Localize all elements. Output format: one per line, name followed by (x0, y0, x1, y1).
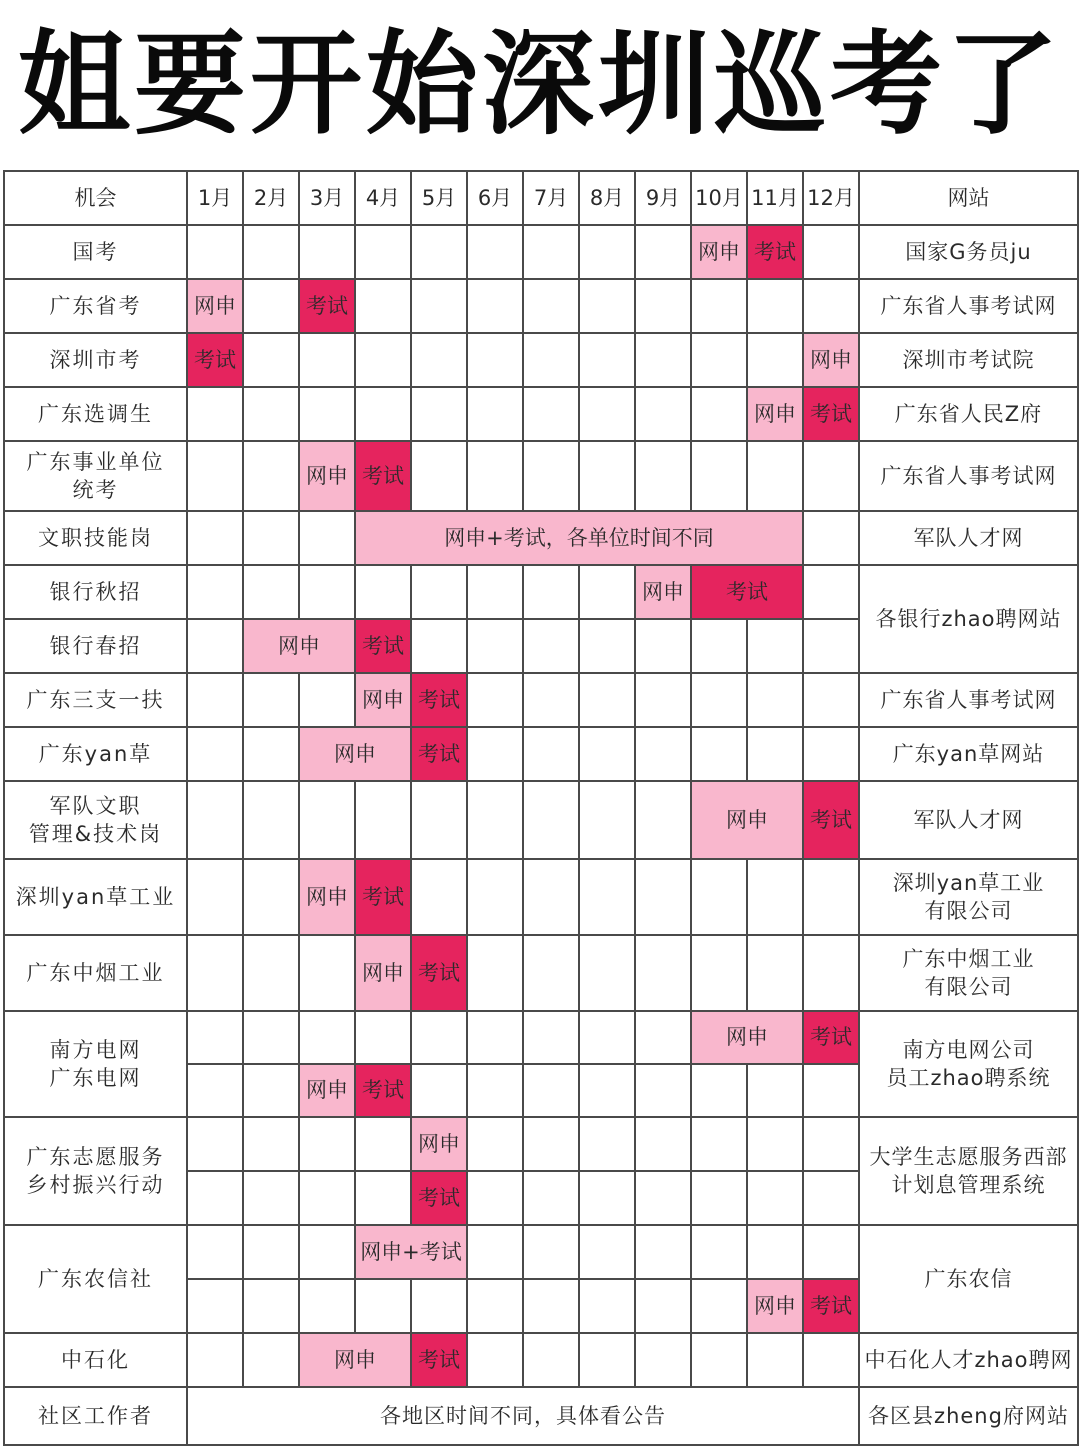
row-label: 深圳市考 (4, 333, 187, 387)
exam-cell: 考试 (411, 727, 467, 781)
row-label: 广东三支一扶 (4, 673, 187, 727)
row-label: 军队文职 管理&技术岗 (4, 781, 187, 859)
exam-cell: 考试 (803, 387, 859, 441)
apply-cell: 网申 (299, 859, 355, 935)
row-label: 社区工作者 (4, 1387, 187, 1445)
row-website: 广东yan草网站 (859, 727, 1078, 781)
row-website: 各区县zheng府网站 (859, 1387, 1078, 1445)
row-label: 广东志愿服务 乡村振兴行动 (4, 1117, 187, 1225)
header-month: 1月 (187, 171, 243, 225)
apply-cell: 网申 (299, 727, 411, 781)
row-label: 广东选调生 (4, 387, 187, 441)
apply-exam-cell: 网申+考试 (355, 1225, 467, 1279)
apply-cell: 网申 (691, 225, 747, 279)
table-row (4, 935, 1078, 1011)
header-month: 2月 (243, 171, 299, 225)
row-website: 深圳市考试院 (859, 333, 1078, 387)
apply-cell: 网申 (411, 1117, 467, 1171)
row-website: 国家G务员ju (859, 225, 1078, 279)
exam-cell: 考试 (691, 565, 803, 619)
table-row (4, 727, 1078, 781)
row-label: 银行春招 (4, 619, 187, 673)
exam-cell: 考试 (355, 619, 411, 673)
exam-cell: 考试 (355, 441, 411, 511)
row-website: 深圳yan草工业 有限公司 (859, 859, 1078, 935)
table-row (4, 225, 1078, 279)
header-month: 9月 (635, 171, 691, 225)
row-website: 广东省人事考试网 (859, 441, 1078, 511)
header-month: 4月 (355, 171, 411, 225)
apply-cell: 网申 (299, 1333, 411, 1387)
header-opportunity: 机会 (4, 171, 187, 225)
community-note-cell: 各地区时间不同，具体看公告 (187, 1387, 859, 1445)
exam-cell: 考试 (411, 935, 467, 1011)
row-label: 广东中烟工业 (4, 935, 187, 1011)
header-month: 12月 (803, 171, 859, 225)
header-month: 6月 (467, 171, 523, 225)
table-row (4, 1333, 1078, 1387)
row-website: 广东农信 (859, 1225, 1078, 1333)
exam-schedule-table (3, 170, 1079, 1446)
header-row (4, 171, 1078, 225)
apply-cell: 网申 (691, 781, 803, 859)
exam-cell: 考试 (803, 781, 859, 859)
apply-cell: 网申 (635, 565, 691, 619)
exam-cell: 考试 (299, 279, 355, 333)
exam-cell: 考试 (803, 1279, 859, 1333)
row-website: 广东省人事考试网 (859, 673, 1078, 727)
table-row (4, 673, 1078, 727)
apply-cell: 网申 (747, 387, 803, 441)
row-website: 大学生志愿服务西部 计划息管理系统 (859, 1117, 1078, 1225)
exam-cell: 考试 (747, 225, 803, 279)
header-month: 7月 (523, 171, 579, 225)
header-website: 网站 (859, 171, 1078, 225)
table-row (4, 511, 1078, 565)
row-label: 广东农信社 (4, 1225, 187, 1333)
row-label: 南方电网 广东电网 (4, 1011, 187, 1117)
header-month: 10月 (691, 171, 747, 225)
table-row (4, 333, 1078, 387)
table-row (4, 781, 1078, 859)
row-website: 广东省人民Z府 (859, 387, 1078, 441)
row-label: 国考 (4, 225, 187, 279)
row-website: 中石化人才zhao聘网 (859, 1333, 1078, 1387)
row-label: 中石化 (4, 1333, 187, 1387)
apply-cell: 网申 (355, 673, 411, 727)
row-website: 军队人才网 (859, 781, 1078, 859)
exam-cell: 考试 (411, 1333, 467, 1387)
table-row (4, 1117, 1078, 1171)
apply-cell: 网申 (187, 279, 243, 333)
table-row (4, 279, 1078, 333)
row-website: 广东省人事考试网 (859, 279, 1078, 333)
table-row (4, 441, 1078, 511)
row-website: 各银行zhao聘网站 (859, 565, 1078, 673)
header-month: 3月 (299, 171, 355, 225)
apply-cell: 网申 (299, 1064, 355, 1117)
exam-cell: 考试 (355, 859, 411, 935)
row-label: 广东yan草 (4, 727, 187, 781)
table-row (4, 387, 1078, 441)
header-month: 5月 (411, 171, 467, 225)
apply-cell: 网申 (803, 333, 859, 387)
apply-cell: 网申 (243, 619, 355, 673)
row-website: 军队人才网 (859, 511, 1078, 565)
row-label: 银行秋招 (4, 565, 187, 619)
table-row (4, 859, 1078, 935)
exam-cell: 考试 (355, 1064, 411, 1117)
row-label: 深圳yan草工业 (4, 859, 187, 935)
page-title: 姐要开始深圳巡考了 (18, 20, 1062, 150)
row-website: 南方电网公司 员工zhao聘系统 (859, 1011, 1078, 1117)
row-label: 广东省考 (4, 279, 187, 333)
exam-cell: 考试 (187, 333, 243, 387)
table-row (4, 565, 1078, 619)
header-month: 8月 (579, 171, 635, 225)
exam-cell: 考试 (411, 673, 467, 727)
row-label: 文职技能岗 (4, 511, 187, 565)
row-label: 广东事业单位 统考 (4, 441, 187, 511)
exam-cell: 考试 (803, 1011, 859, 1064)
apply-cell: 网申 (747, 1279, 803, 1333)
apply-exam-span-cell: 网申+考试，各单位时间不同 (355, 511, 803, 565)
exam-cell: 考试 (411, 1171, 467, 1225)
apply-cell: 网申 (691, 1011, 803, 1064)
table-row (4, 1011, 1078, 1064)
apply-cell: 网申 (299, 441, 355, 511)
header-month: 11月 (747, 171, 803, 225)
table-row (4, 1387, 1078, 1445)
table-row (4, 1225, 1078, 1279)
row-website: 广东中烟工业 有限公司 (859, 935, 1078, 1011)
apply-cell: 网申 (355, 935, 411, 1011)
